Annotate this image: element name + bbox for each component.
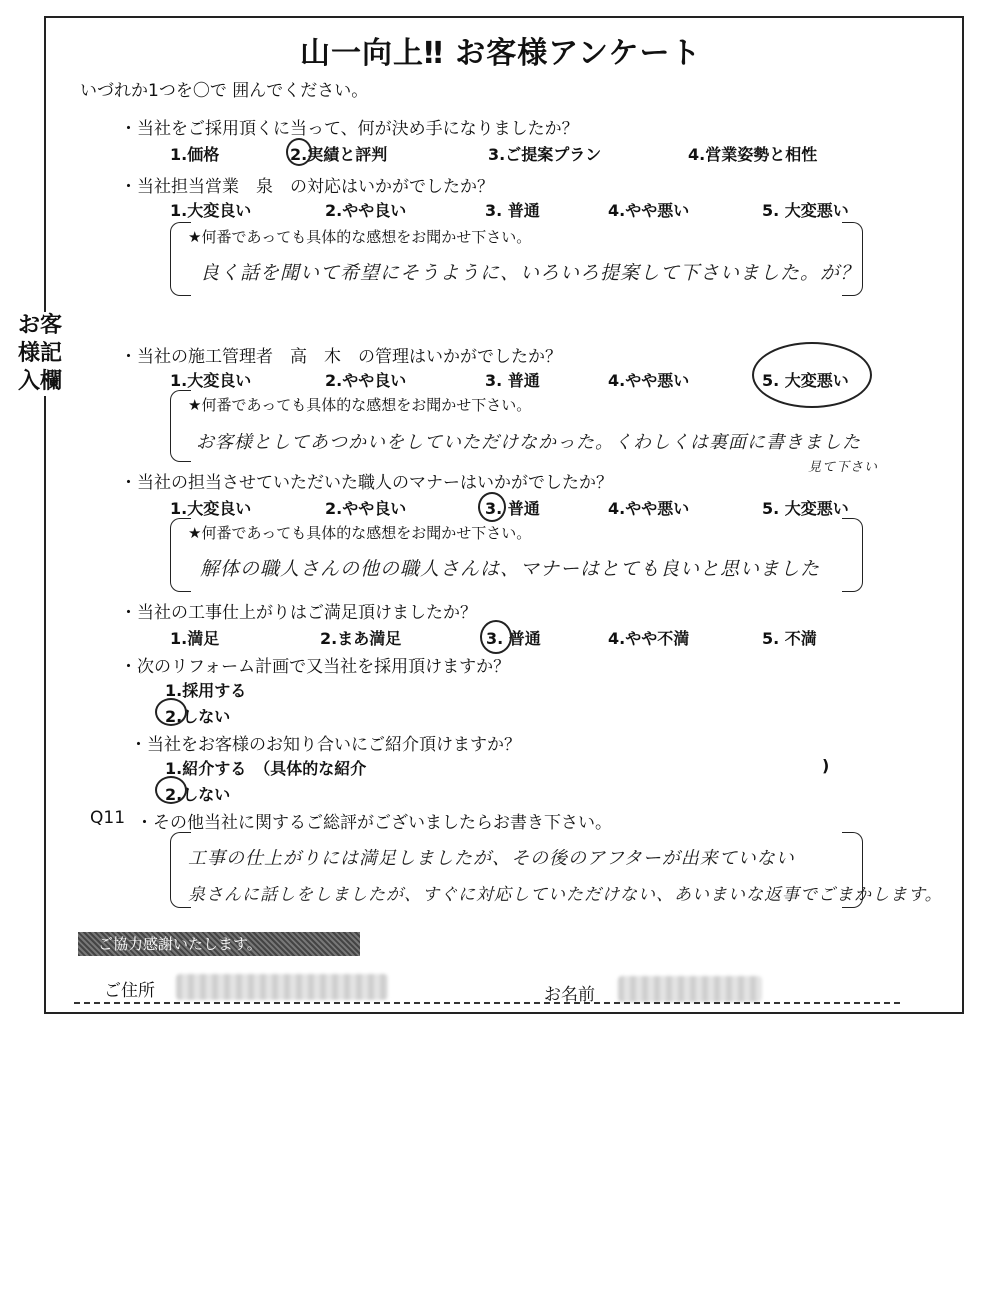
address-label: ご住所	[104, 981, 155, 1001]
q11-comment-line-2: 泉さんに話しをしましたが、すぐに対応していただけない、あいまいな返事でごまかします。	[188, 885, 943, 905]
q6-option-2[interactable]: 2.しない	[165, 707, 231, 726]
q4-selection-circle	[478, 492, 506, 522]
q7-selection-circle	[155, 776, 187, 804]
q3-option-3[interactable]: 3. 普通	[485, 371, 540, 390]
q2-option-5[interactable]: 5. 大変悪い	[762, 201, 849, 220]
q3-handwritten-extra: 見て下さい	[808, 460, 879, 475]
q3-comment-prompt: ★何番であっても具体的な感想をお聞かせ下さい。	[188, 396, 532, 414]
q1-option-2[interactable]: 2.実績と評判	[290, 145, 388, 164]
q4-handwritten-comment: 解体の職人さんの他の職人さんは、マナーはとても良いと思いました	[200, 558, 821, 580]
q3-option-4[interactable]: 4.やや悪い	[608, 371, 690, 390]
q1-selection-circle	[286, 138, 312, 166]
q1-option-4[interactable]: 4.営業姿勢と相性	[688, 145, 818, 164]
instruction-text: いづれか1つを〇で 囲んでください。	[80, 81, 369, 101]
question-3: ・当社の施工管理者 高 木 の管理はいかがでしたか？	[120, 347, 562, 367]
thanks-banner: ご協力感謝いたします。	[78, 932, 360, 956]
q3-option-1[interactable]: 1.大変良い	[170, 371, 252, 390]
q5-option-3[interactable]: 3. 普通	[486, 629, 541, 648]
q4-option-4[interactable]: 4.やや悪い	[608, 499, 690, 518]
q4-comment-prompt: ★何番であっても具体的な感想をお聞かせ下さい。	[188, 524, 532, 542]
page-title: 山一向上‼ お客様アンケート	[300, 36, 702, 71]
q2-option-3[interactable]: 3. 普通	[485, 201, 540, 220]
q4-option-2[interactable]: 2.やや良い	[325, 499, 407, 518]
q2-option-2[interactable]: 2.やや良い	[325, 201, 407, 220]
q3-option-5[interactable]: 5. 大変悪い	[762, 371, 849, 390]
question-5: ・当社の工事仕上がりはご満足頂けましたか？	[120, 603, 477, 623]
q3-option-2[interactable]: 2.やや良い	[325, 371, 407, 390]
q5-option-1[interactable]: 1.満足	[170, 629, 220, 648]
q5-option-5[interactable]: 5. 不満	[762, 629, 817, 648]
question-11: ・その他当社に関するご総評がございましたらお書き下さい。	[136, 813, 612, 833]
q7-option-2[interactable]: 2.しない	[165, 785, 231, 804]
q1-option-3[interactable]: 3.ご提案プラン	[488, 145, 602, 164]
q2-handwritten-comment: 良く話を聞いて希望にそうように、いろいろ提案して下さいました。が？	[200, 262, 861, 284]
address-redacted	[176, 974, 388, 1000]
question-2: ・当社担当営業 泉 の対応はいかがでしたか？	[120, 177, 494, 197]
q6-selection-circle	[155, 698, 187, 726]
q6-option-1[interactable]: 1.採用する	[165, 681, 247, 700]
side-label: お客様記入欄	[18, 313, 63, 394]
q4-bracket-right	[842, 518, 863, 592]
q2-option-1[interactable]: 1.大変良い	[170, 201, 252, 220]
q11-label: Q11	[90, 808, 126, 828]
q3-handwritten-comment: お客様としてあつかいをしていただけなかった。くわしくは裏面に書きました	[196, 432, 861, 453]
q7-paren-close: )	[822, 756, 830, 775]
q2-option-4[interactable]: 4.やや悪い	[608, 201, 690, 220]
name-redacted	[618, 976, 762, 1002]
q5-selection-circle	[480, 620, 512, 654]
question-6: ・次のリフォーム計画で又当社を採用頂けますか？	[120, 657, 511, 677]
name-label: お名前	[544, 985, 595, 1005]
q4-option-5[interactable]: 5. 大変悪い	[762, 499, 849, 518]
question-4: ・当社の担当させていただいた職人のマナーはいかがでしたか？	[120, 473, 613, 493]
question-1: ・当社をご採用頂くに当って、何が決め手になりましたか？	[120, 119, 579, 139]
q4-option-1[interactable]: 1.大変良い	[170, 499, 252, 518]
q5-option-4[interactable]: 4.やや不満	[608, 629, 690, 648]
q5-option-2[interactable]: 2.まあ満足	[320, 629, 402, 648]
q2-comment-prompt: ★何番であっても具体的な感想をお聞かせ下さい。	[188, 228, 532, 246]
question-7: ・当社をお客様のお知り合いにご紹介頂けますか？	[130, 735, 521, 755]
q4-option-3[interactable]: 3. 普通	[485, 499, 540, 518]
q7-option-1[interactable]: 1.紹介する （具体的な紹介	[165, 759, 367, 778]
q3-selection-circle	[752, 342, 872, 408]
q1-option-1[interactable]: 1.価格	[170, 145, 220, 164]
q11-comment-line-1: 工事の仕上がりには満足しましたが、その後のアフターが出来ていない	[188, 848, 795, 869]
signature-line	[74, 1002, 900, 1004]
